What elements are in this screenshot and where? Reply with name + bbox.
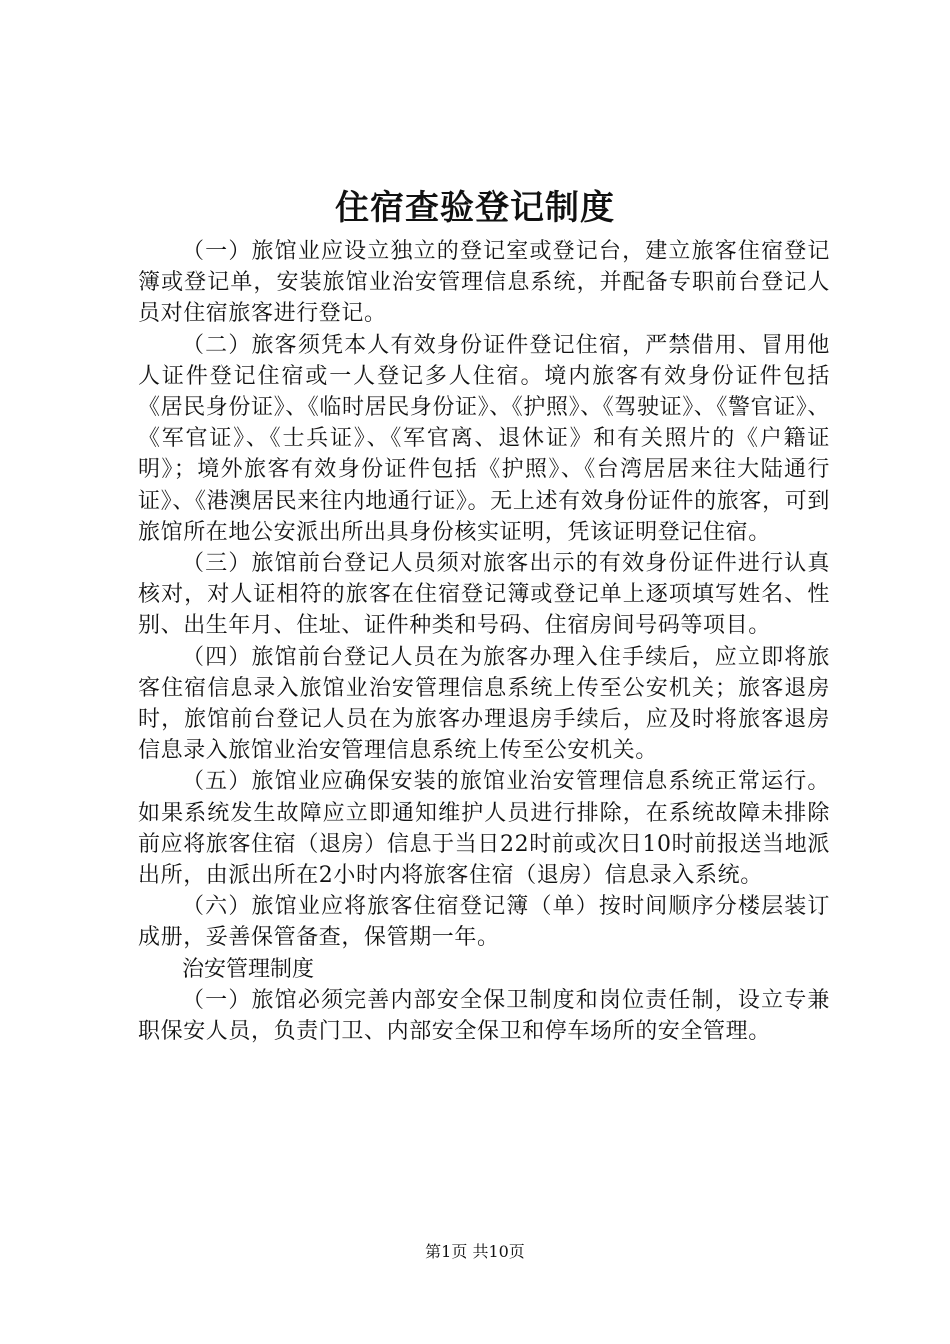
section-paragraph-1: （一）旅馆必须完善内部安全保卫制度和岗位责任制，设立专兼职保安人员，负责门卫、内部安全保卫和停车场所的安全管理。: [138, 987, 830, 1045]
paragraph-5: （五）旅馆业应确保安装的旅馆业治安管理信息系统正常运行。如果系统发生故障应立即通知维护人员进行排除，在系统故障未排除前应将旅客住宿（退房）信息于当日22时前或次日10时前报送当地派出所，由派出所在2小时内将旅客住宿（退房）信息录入系统。: [138, 769, 830, 889]
paragraph-1: （一）旅馆业应设立独立的登记室或登记台，建立旅客住宿登记簿或登记单，安装旅馆业治安管理信息系统，并配备专职前台登记人员对住宿旅客进行登记。: [138, 239, 830, 327]
paragraph-6: （六）旅馆业应将旅客住宿登记簿（单）按时间顺序分楼层装订成册，妥善保管备查，保管期一年。: [138, 894, 830, 951]
paragraph-3: （三）旅馆前台登记人员须对旅客出示的有效身份证件进行认真核对，对人证相符的旅客在住宿登记簿或登记单上逐项填写姓名、性别、出生年月、住址、证件种类和号码、住宿房间号码等项目。: [138, 551, 830, 639]
paragraph-2: （二）旅客须凭本人有效身份证件登记住宿，严禁借用、冒用他人证件登记住宿或一人登记多人住宿。境内旅客有效身份证件包括《居民身份证》、《临时居民身份证》、《护照》、《驾驶证》、《警官证》、《军官证》、《士兵证》、《军官离、退休证》和有关照片的《户籍证明》；境外旅客有效身份证件包括《护照》、《台湾居居来往大陆通行证》、《港澳居民来往内地通行证》。无上述有效身份证件的旅客，可到旅馆所在地公安派出所出具身份核实证明，凭该证明登记住宿。: [138, 332, 831, 545]
paragraph-4: （四）旅馆前台登记人员在为旅客办理入住手续后，应立即将旅客住宿信息录入旅馆业治安管理信息系统上传至公安机关；旅客退房时，旅馆前台登记人员在为旅客办理退房手续后，应及时将旅客退房信息录入旅馆业治安管理信息系统上传至公安机关。: [138, 644, 830, 764]
document-title: 住宿查验登记制度: [335, 188, 615, 228]
page-footer: 第1页 共10页: [425, 1242, 525, 1261]
section-heading: 治安管理制度: [182, 956, 315, 982]
document-body: [138, 236, 830, 1047]
